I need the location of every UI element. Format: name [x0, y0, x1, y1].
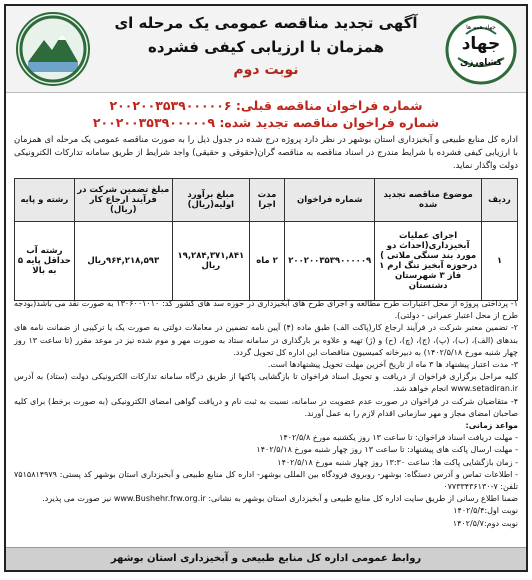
natural-resources-logo [16, 12, 90, 86]
table-row [15, 222, 518, 301]
cell-row: ۱ [481, 222, 517, 301]
cell-guarantee: ۹۶۴,۲۱۸,۵۹۳ریال [74, 222, 172, 301]
jihad-agriculture-logo [444, 14, 518, 86]
timing-item: - زمان بازگشایی پاکت ها: ساعت ۱۳:۳۰ روز چهار شنبه مورخ ۱۴۰۲/۵/۱۸ [277, 457, 518, 467]
col-number: شماره فراخوان [285, 179, 375, 222]
logo-sub-text: کشاورزی [460, 58, 502, 68]
col-grade: رشته و پایه [15, 179, 75, 222]
col-guarantee: مبلغ تضمین شرکت در فرآیند ارجاع کار (ریال) [74, 179, 172, 222]
notice-title-line3: نوبت دوم [233, 62, 299, 78]
col-row: ردیف [481, 179, 517, 222]
cell-number: ۲۰۰۲۰۰۳۵۳۹۰۰۰۰۰۹ [285, 222, 375, 301]
timing-item: - مهلت ارسال پاکت های پیشنهاد: تا ساعت ۱۳ روز چهار شنبه مورخ ۱۴۰۲/۵/۱۸ [256, 445, 518, 455]
notice-footer: روابط عمومی اداره کل منابع طبیعی و آبخیزداری استان بوشهر [6, 547, 526, 570]
condition-item: ۱- پرداختی پروژه از محل اعتبارات طرح مطالعه و اجرای طرح های آبخیزداری در حوزه سد های کشور کد: ۱۳۰۶۰۰۱۰۱۰ به صورت نقد می باشد(بودجه طرح از محل اعتبار عمرانی - دولتی). [14, 299, 518, 321]
previous-tender-number: شماره فراخوان مناقصه قبلی: ۲۰۰۲۰۰۳۵۳۹۰۰۰۰۰۶ [109, 98, 423, 113]
logo-small-text: جهاد همه ها [466, 24, 496, 31]
notice-body [14, 298, 518, 530]
tender-notice-page [4, 4, 528, 572]
notice-title-line2: همزمان با ارزیابی کیفی فشرده [148, 38, 384, 56]
condition-item: ۳- مدت اعتبار پیشنهاد ها ۳ ماه از تاریخ آخرین مهلت تحویل پیشنهادها است. [267, 360, 518, 370]
cell-subject: اجرای عملیات آبخیزداری(احداث دو مورد بند سنگی ملاتی ) درحوزه آبخیز تنگ ارم ۱ فاز ۳ شهرستان دشتستان [375, 222, 482, 301]
renewed-tender-number: شماره فراخوان مناقصه تجدید شده: ۲۰۰۲۰۰۳۵۳۹۰۰۰۰۰۹ [92, 115, 440, 130]
intro-paragraph: اداره کل منابع طبیعی و آبخیزداری استان بوشهر در نظر دارد پروژه درج شده در جدول ذیل را به صورت مناقصه عمومی یک مرحله ای همزمان با ارزیابی کیفی فشرده با شرایط مندرج در اسناد مناقصه به مناقصه گران(حقوقی و حقیقی) واجد شرایط از طریق سامانه تدارکات الکترونیکی دولت واگذار نماید. [14, 135, 518, 171]
notice-title-line1: آگهی تجدید مناقصه عمومی یک مرحله ای [114, 14, 418, 32]
cell-grade: رشته آب حداقل پایه ۵ به بالا [15, 222, 75, 301]
condition-item: ۴- متقاضیان شرکت در فراخوان در صورت عدم عضویت در سامانه، نسبت به ثبت نام و دریافت گواهی امضای الکترونیکی (به صورت برخط) برای کلیه صاحبان امضای مجاز و مهر سازمانی اقدام لازم را به عمل آورند. [14, 396, 518, 418]
notice-header [6, 6, 526, 93]
tender-numbers [6, 98, 526, 132]
timing-item: - مهلت دریافت اسناد فراخوان: تا ساعت ۱۳ روز یکشنبه مورخ ۱۴۰۲/۵/۸ [279, 433, 518, 443]
condition-item: ۲- تضمین معتبر شرکت در فرآیند ارجاع کار(پاکت الف) طبق ماده (۴) آیین نامه تضمین در معاملات دولتی به صورت یک یا ترکیبی از ضمانت نامه های بندهای (الف)، (ب)، (پ)، (ج)، (چ)، (ح) و (ژ) تهیه و علاوه بر بارگذاری در سامانه ستاد به صورت مهر و موم شده نیز در موعد مقرر (تا ساعت ۱۳ روز چهار شنبه مورخ ۱۴۰۲/۵/۱۸) به دبیرخانه کمیسیون مناقصات این اداره کل تحویل گردد. [14, 323, 518, 357]
tender-table [14, 178, 518, 301]
condition-item: کلیه مراحل برگزاری فراخوان از دریافت و تحویل اسناد فراخوان تا بازگشایی پاکتها از طریق درگاه سامانه تدارکات الکترونیکی دولت (ستاد) به آدرس www.setadiran.ir انجام خواهد شد. [14, 372, 518, 394]
timing-item: - اطلاعات تماس و آدرس دستگاه: بوشهر- روبروی فرودگاه بین المللی بوشهر- اداره کل منابع طبیعی و آبخیزداری استان بوشهر کد پستی: ۷۵۱۵۸۱۴۹۷۹ تلفن: ۷-۰۷۷۳۳۴۳۶۱۳۰ [14, 469, 518, 492]
cell-duration: ۲ ماه [249, 222, 284, 301]
cell-estimate: ۱۹,۲۸۴,۳۷۱,۸۴۱ ریال [172, 222, 249, 301]
table-header-row [15, 179, 518, 222]
second-publication-date: نوبت دوم:۱۴۰۲/۵/۷ [452, 518, 518, 528]
website-note: ضمنا اطلاع رسانی از طریق سایت اداره کل منابع طبیعی و آبخیزداری استان بوشهر به نشانی: www.Bushehr.frw.org.ir نیز صورت می پذیرد. [42, 494, 518, 504]
col-duration: مدت اجرا [249, 179, 284, 222]
timing-title: مواعد زمانی: [465, 421, 518, 431]
first-publication-date: نوبت اول:۱۴۰۲/۵/۴ [453, 506, 518, 516]
col-subject: موضوع مناقصه تجدید شده [375, 179, 482, 222]
col-estimate: مبلغ برآورد اولیه(ریال) [172, 179, 249, 222]
logo-main-text: جهاد [461, 34, 501, 54]
